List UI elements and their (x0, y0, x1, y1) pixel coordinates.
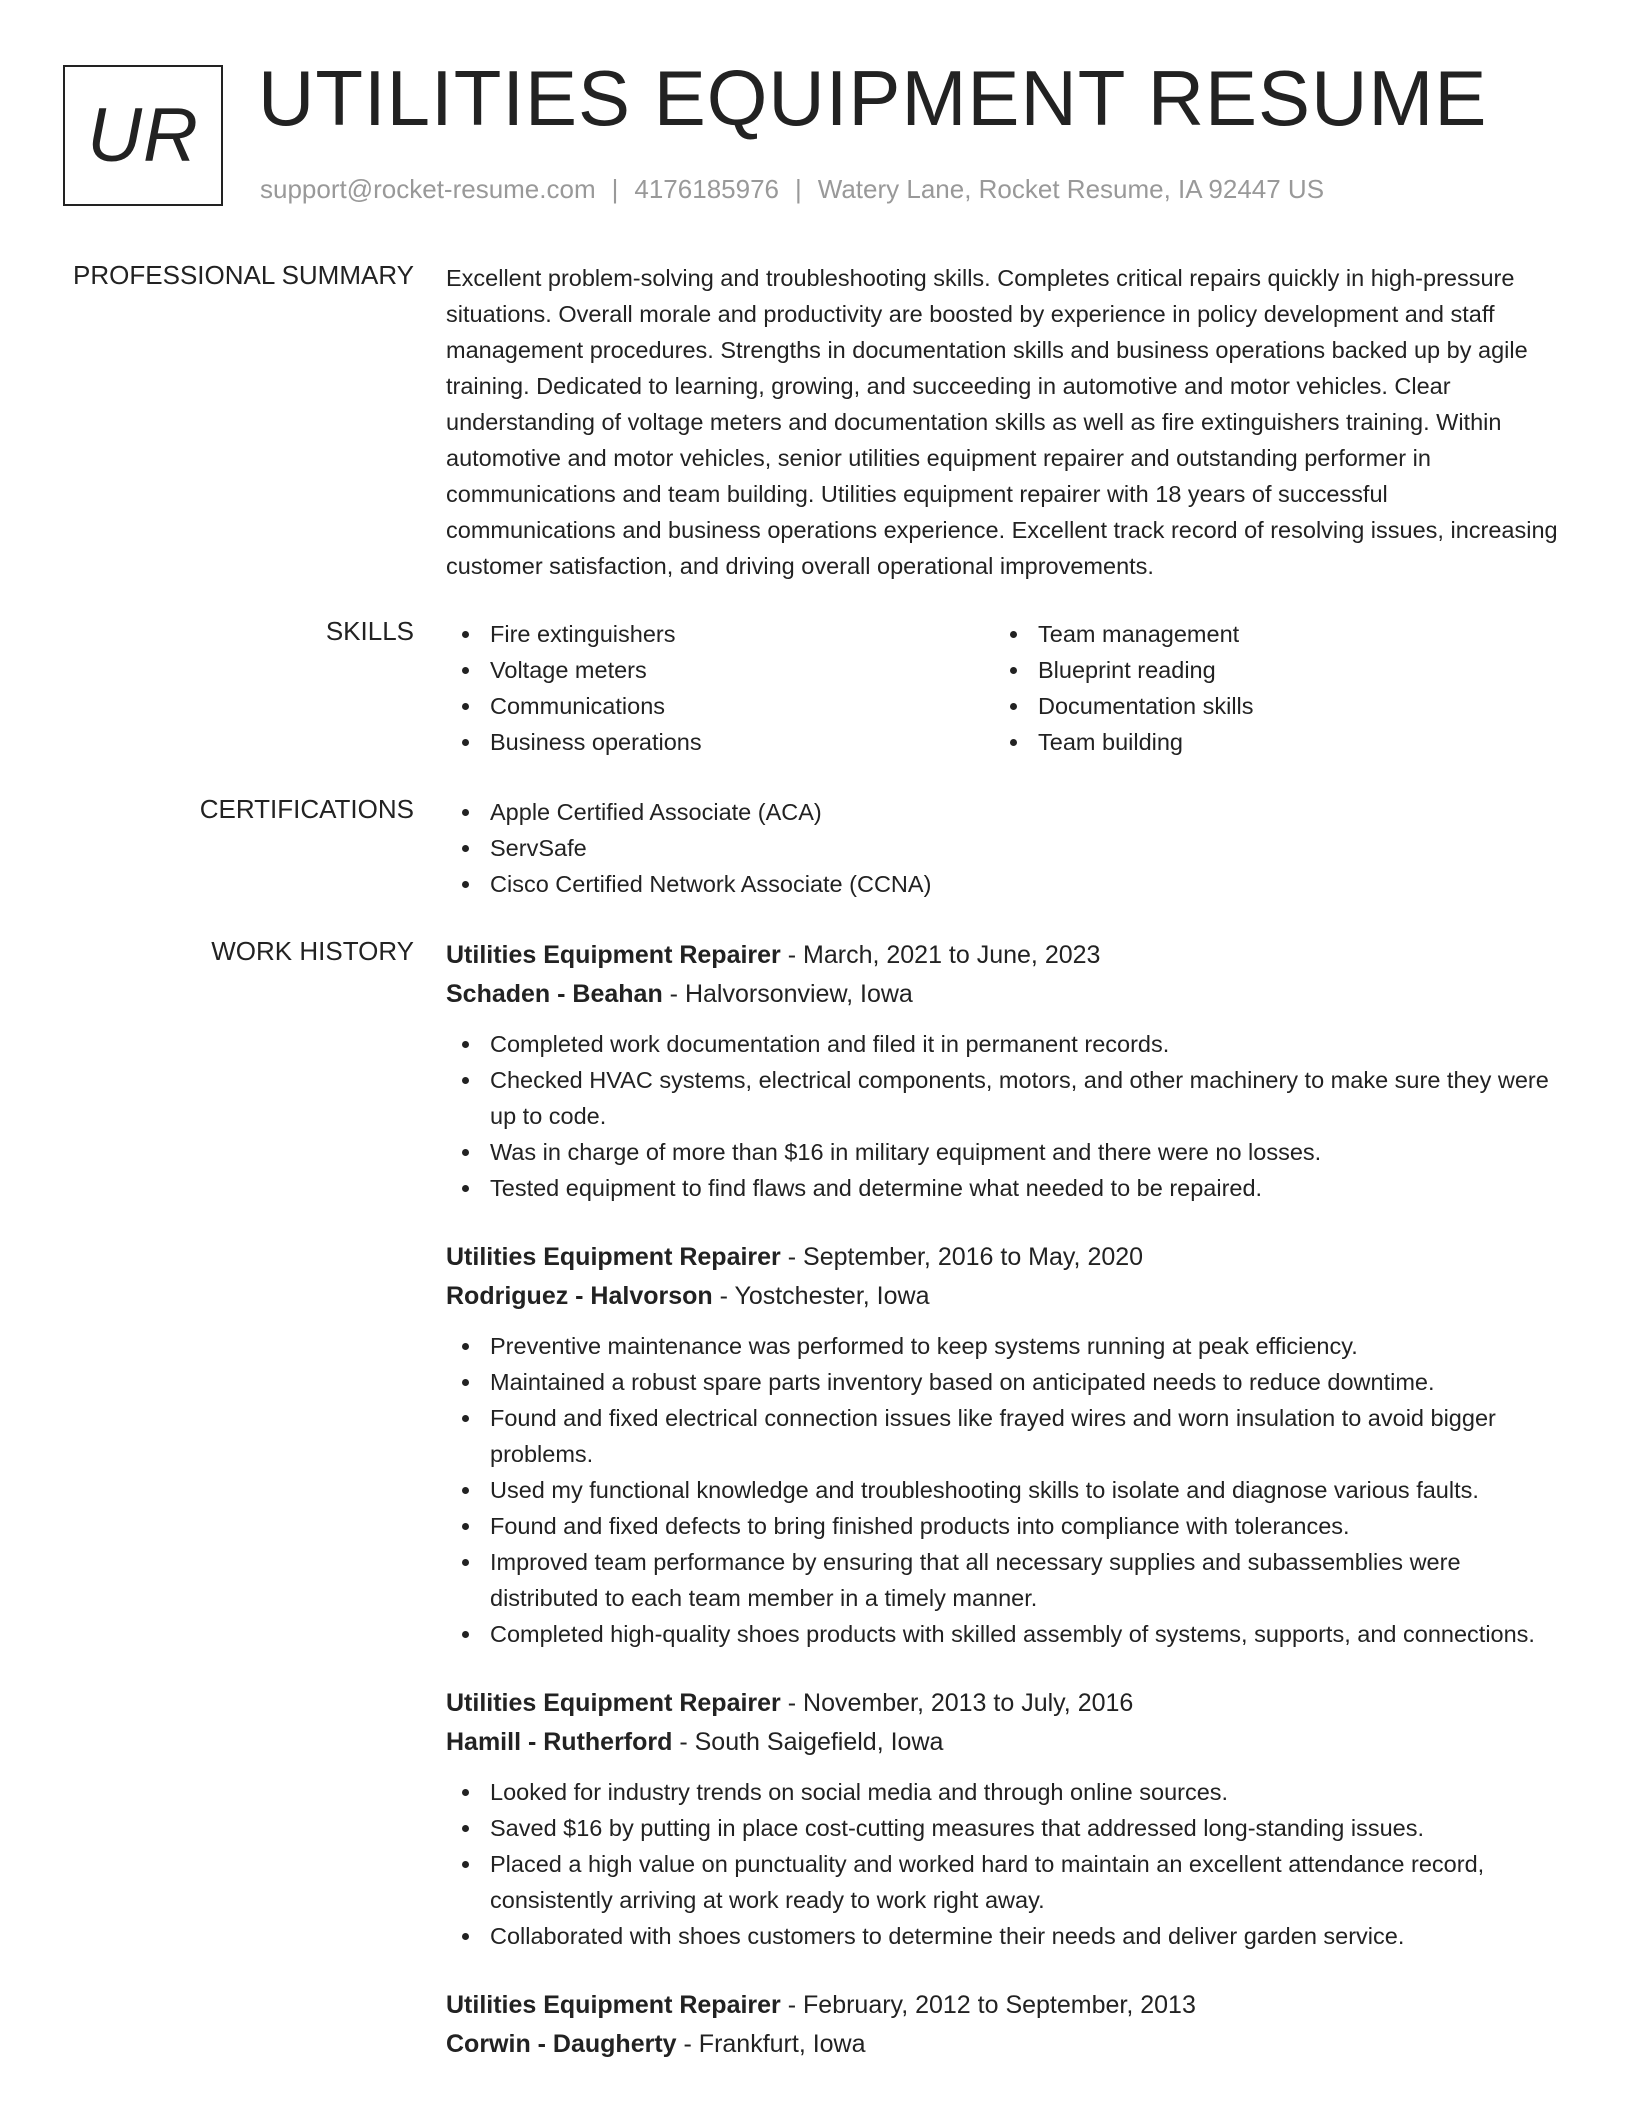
contact-email: support@rocket-resume.com (260, 174, 596, 204)
job-bullet: Found and fixed defects to bring finished products into compliance with tolerances. (446, 1508, 1561, 1544)
job-bullet: Used my functional knowledge and troubleshooting skills to isolate and diagnose various faults. (446, 1472, 1561, 1508)
skill-item: Business operations (446, 724, 994, 760)
section-title-certifications: CERTIFICATIONS (199, 794, 414, 824)
job-heading (446, 1986, 1561, 2025)
skill-item: Team management (994, 616, 1542, 652)
job-company-line (446, 1277, 1561, 1316)
certification-item: ServSafe (446, 830, 1561, 866)
job-company-line (446, 1723, 1561, 1762)
job-company: Rodriguez - Halvorson (446, 1282, 713, 1310)
job-bullet: Placed a high value on punctuality and worked hard to maintain an excellent attendance record, consistently arriving at work ready to work right away. (446, 1846, 1561, 1918)
job-bullet: Improved team performance by ensuring that all necessary supplies and subassemblies were distributed to each team member in a timely manner. (446, 1544, 1561, 1616)
section-title-work-history: WORK HISTORY (211, 936, 414, 966)
contact-address: Watery Lane, Rocket Resume, IA 92447 US (817, 174, 1325, 204)
job-bullet: Was in charge of more than $16 in military equipment and there were no losses. (446, 1134, 1561, 1170)
job-role: Utilities Equipment Repairer (446, 1689, 781, 1717)
job-role: Utilities Equipment Repairer (446, 1243, 781, 1271)
skill-item: Documentation skills (994, 688, 1542, 724)
contact-phone: 4176185976 (634, 174, 779, 204)
job-company-line (446, 2025, 1561, 2064)
job-bullet: Tested equipment to find flaws and determine what needed to be repaired. (446, 1170, 1561, 1206)
job-location: - Frankfurt, Iowa (676, 2030, 866, 2058)
job-entry (446, 1238, 1561, 1652)
job-entry (446, 1986, 1561, 2064)
skill-item: Fire extinguishers (446, 616, 994, 652)
job-bullet: Saved $16 by putting in place cost-cutting measures that addressed long-standing issues. (446, 1810, 1561, 1846)
contact-separator: | (611, 174, 619, 204)
job-bullet: Checked HVAC systems, electrical components, motors, and other machinery to make sure they were up to code. (446, 1062, 1561, 1134)
skill-item: Blueprint reading (994, 652, 1542, 688)
job-company: Schaden - Beahan (446, 980, 663, 1008)
monogram-text: UR (87, 93, 199, 178)
job-bullet: Maintained a robust spare parts inventory based on anticipated needs to reduce downtime. (446, 1364, 1561, 1400)
job-company-line (446, 975, 1561, 1014)
monogram-box (63, 65, 223, 206)
job-company: Corwin - Daugherty (446, 2030, 677, 2058)
job-company: Hamill - Rutherford (446, 1728, 673, 1756)
job-bullet: Collaborated with shoes customers to determine their needs and deliver garden service. (446, 1918, 1561, 1954)
job-dates: - February, 2012 to September, 2013 (780, 1991, 1196, 2019)
job-bullets (446, 1774, 1561, 1954)
job-heading (446, 936, 1561, 975)
section-title-summary: PROFESSIONAL SUMMARY (73, 260, 414, 290)
job-bullets (446, 1328, 1561, 1652)
job-role: Utilities Equipment Repairer (446, 1991, 781, 2019)
skills-columns (446, 616, 1561, 760)
skills-list-left (446, 616, 994, 760)
job-heading (446, 1684, 1561, 1723)
certifications-list (446, 794, 1561, 902)
job-location: - Halvorsonview, Iowa (662, 980, 913, 1008)
section-title-skills: SKILLS (325, 616, 414, 646)
skill-item: Voltage meters (446, 652, 994, 688)
job-dates: - September, 2016 to May, 2020 (780, 1243, 1144, 1271)
job-entry (446, 1684, 1561, 1954)
job-bullet: Completed high-quality shoes products with skilled assembly of systems, supports, and connections. (446, 1616, 1561, 1652)
work-history-body (446, 936, 1561, 2096)
resume-title: UTILITIES EQUIPMENT RESUME (258, 54, 1488, 142)
job-location: - South Saigefield, Iowa (672, 1728, 944, 1756)
job-heading (446, 1238, 1561, 1277)
job-dates: - November, 2013 to July, 2016 (780, 1689, 1134, 1717)
contact-line (260, 174, 1324, 205)
job-dates: - March, 2021 to June, 2023 (780, 941, 1101, 969)
job-bullet: Found and fixed electrical connection issues like frayed wires and worn insulation to avoid bigger problems. (446, 1400, 1561, 1472)
job-role: Utilities Equipment Repairer (446, 941, 781, 969)
job-bullet: Looked for industry trends on social media and through online sources. (446, 1774, 1561, 1810)
job-bullet: Preventive maintenance was performed to keep systems running at peak efficiency. (446, 1328, 1561, 1364)
skills-list-right (994, 616, 1542, 760)
certification-item: Apple Certified Associate (ACA) (446, 794, 1561, 830)
job-entry (446, 936, 1561, 1206)
skill-item: Team building (994, 724, 1542, 760)
certification-item: Cisco Certified Network Associate (CCNA) (446, 866, 1561, 902)
job-bullet: Completed work documentation and filed it in permanent records. (446, 1026, 1561, 1062)
contact-separator: | (795, 174, 802, 204)
skill-item: Communications (446, 688, 994, 724)
summary-text: Excellent problem-solving and troubleshooting skills. Completes critical repairs quickly in high-pressure situations. Overall morale and productivity are boosted by experience in policy development and staff management procedures. Strengths in documentation skills and business operations backed up by agile training. Dedicated to learning, growing, and succeeding in automotive and motor vehicles. Clear understanding of voltage meters and documentation skills as well as fire extinguishers training. Within automotive and motor vehicles, senior utilities equipment repairer and outstanding performer in communications and team building. Utilities equipment repairer with 18 years of successful communications and business operations experience. Excellent track record of resolving issues, increasing customer satisfaction, and driving overall operational improvements. (446, 265, 1558, 579)
job-bullets (446, 1026, 1561, 1206)
job-location: - Yostchester, Iowa (712, 1282, 930, 1310)
certifications-body (446, 794, 1561, 902)
